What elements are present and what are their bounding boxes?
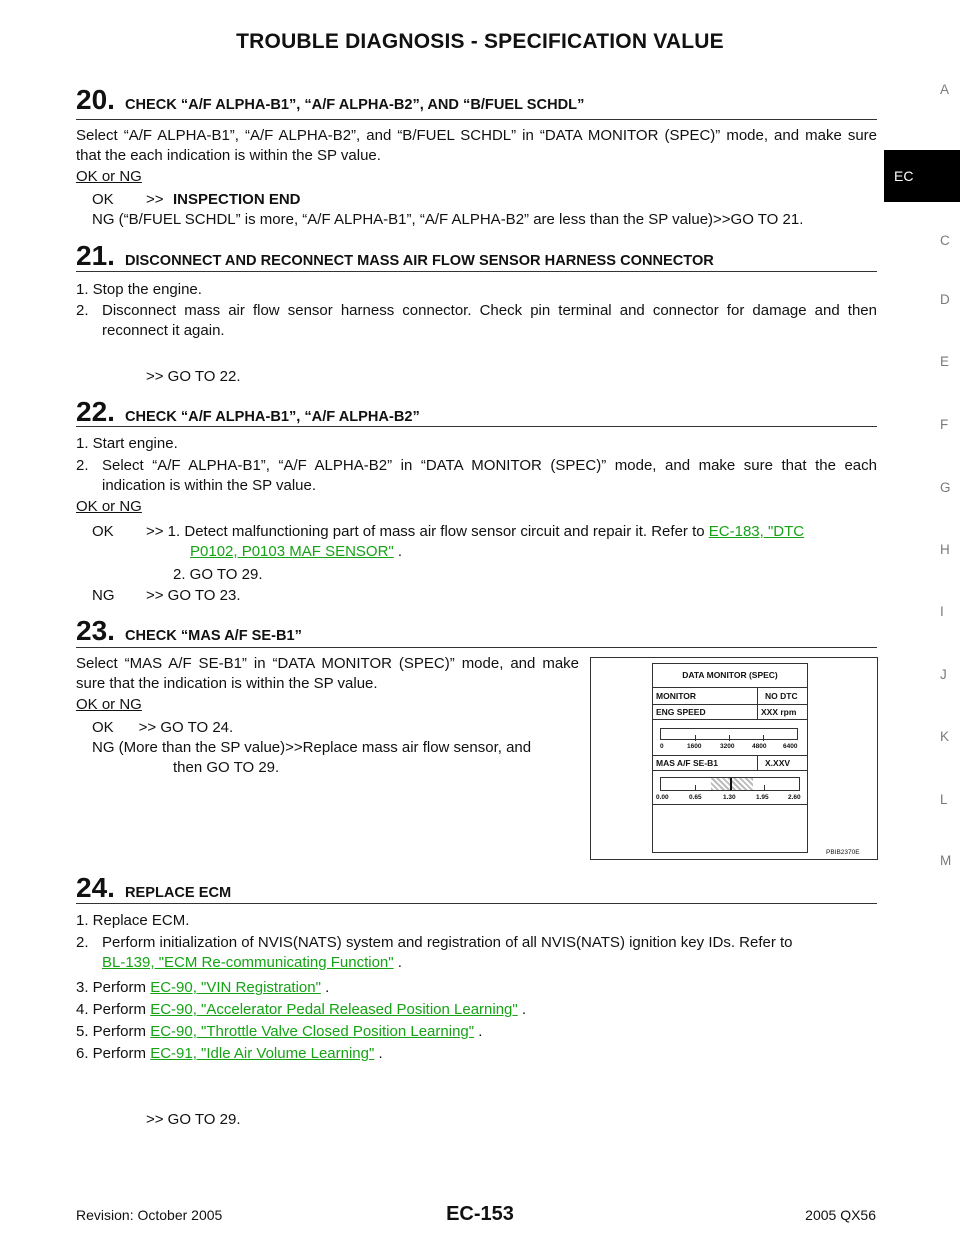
step-24-item-6	[76, 1044, 383, 1064]
step-23-ng-result: NG (More than the SP value)>>Replace mass air flow sensor, and	[92, 739, 532, 756]
step-21-heading	[76, 240, 714, 272]
column-divider	[757, 705, 758, 719]
section-rule	[76, 271, 877, 272]
step-title: REPLACE ECM	[124, 885, 232, 901]
step-title: CHECK “MAS A/F SE-B1”	[124, 628, 302, 644]
ok-or-ng-label: OK or NG	[76, 168, 142, 185]
punctuation: .	[320, 979, 330, 996]
step-22-ok-text: >> 1. Detect malfunctioning part of mass air flow sensor circuit and repair it. Refer to	[146, 523, 705, 540]
step-22-item-2-num: 2.	[76, 457, 89, 474]
step-22-ok-result	[146, 522, 804, 542]
screen-title: DATA MONITOR (SPEC)	[682, 670, 778, 680]
section-tab-ec-active[interactable]	[884, 150, 960, 202]
item-text: 6. Perform	[76, 1045, 147, 1062]
eng-scale-1: 1600	[687, 743, 702, 750]
tick	[763, 735, 764, 741]
section-tab-h[interactable]: H	[940, 542, 950, 557]
step-21-item-2-num: 2.	[76, 302, 89, 319]
step-number: 22.	[76, 396, 115, 427]
maf-label: MAS A/F SE-B1	[656, 758, 719, 768]
eng-scale-2: 3200	[720, 743, 735, 750]
step-22-ok-step-2: 2. GO TO 29.	[173, 566, 263, 583]
maf-scale-2: 1.30	[723, 794, 736, 801]
step-22-ok-label: OK	[92, 523, 114, 540]
maf-row	[653, 756, 807, 771]
step-21-goto: >> GO TO 22.	[146, 368, 241, 385]
step-24-heading	[76, 872, 231, 904]
eng-speed-row	[653, 705, 807, 720]
step-23-body: Select “MAS A/F SE-B1” in “DATA MONITOR (SPEC)” mode, and make sure that the indication is within the SP value.	[76, 655, 579, 692]
step-20-ok-arrow: >>	[146, 191, 164, 208]
section-rule	[76, 119, 877, 120]
maf-scale-3: 1.95	[756, 794, 769, 801]
step-23-ng-result-cont: then GO TO 29.	[173, 759, 280, 776]
step-24-item-2: Perform initialization of NVIS(NATS) system and registration of all NVIS(NATS) ignition key IDs. Refer to	[102, 934, 793, 951]
section-tab-e[interactable]: E	[940, 354, 950, 369]
step-24-item-3	[76, 978, 329, 998]
step-21-item-1: 1. Stop the engine.	[76, 281, 202, 298]
maf-bar	[660, 777, 800, 791]
step-22-item-1: 1. Start engine.	[76, 435, 178, 452]
section-tab-g[interactable]: G	[940, 480, 951, 495]
maf-scale-4: 2.60	[788, 794, 801, 801]
section-rule	[76, 426, 877, 427]
eng-scale-0: 0	[660, 743, 664, 750]
maf-scale-1: 0.65	[689, 794, 702, 801]
maf-value: X.XXV	[765, 758, 791, 768]
step-20-ok-result: INSPECTION END	[173, 191, 301, 208]
item-text: 3. Perform	[76, 979, 147, 996]
tick	[729, 735, 730, 741]
section-tab-f[interactable]: F	[940, 417, 949, 432]
column-divider	[757, 688, 758, 704]
step-title: CHECK “A/F ALPHA-B1”, “A/F ALPHA-B2”	[124, 409, 420, 425]
step-21-item-2: Disconnect mass air flow sensor harness connector. Check pin terminal and connector for damage and then reconnect it again.	[102, 302, 877, 339]
column-divider	[757, 756, 758, 770]
section-tab-a[interactable]: A	[940, 82, 950, 97]
ok-or-ng-label: OK or NG	[76, 696, 142, 713]
section-tab-j[interactable]: J	[940, 667, 947, 682]
section-rule	[76, 647, 877, 648]
maf-gauge	[653, 771, 807, 805]
link-ec-183-cont[interactable]: P0102, P0103 MAF SENSOR"	[190, 543, 394, 560]
step-24-goto: >> GO TO 29.	[146, 1111, 241, 1128]
punctuation: .	[393, 954, 402, 971]
link-ec-90-vin[interactable]: EC-90, "VIN Registration"	[150, 979, 321, 996]
maf-scale-0: 0.00	[656, 794, 669, 801]
section-tab-ec-label: EC	[894, 168, 914, 184]
footer-model: 2005 QX56	[805, 1207, 876, 1223]
no-dtc-label: NO DTC	[765, 691, 798, 701]
step-title: DISCONNECT AND RECONNECT MASS AIR FLOW SENSOR HARNESS CONNECTOR	[124, 253, 714, 269]
step-24-item-2-link-line	[102, 953, 402, 973]
link-ec-183[interactable]: EC-183, "DTC	[708, 523, 805, 540]
figure-code: PBIB2370E	[826, 849, 860, 856]
section-tab-l[interactable]: L	[940, 792, 948, 807]
eng-speed-label: ENG SPEED	[656, 707, 706, 717]
section-tab-k[interactable]: K	[940, 729, 950, 744]
section-tab-m[interactable]: M	[940, 853, 952, 868]
screen-header-row	[653, 688, 807, 705]
section-rule	[76, 903, 877, 904]
eng-speed-gauge	[653, 720, 807, 756]
tick	[695, 785, 696, 790]
eng-speed-bar	[660, 728, 798, 740]
step-22-item-2: Select “A/F ALPHA-B1”, “A/F ALPHA-B2” in “DATA MONITOR (SPEC)” mode, and make sure that the each indication is within the SP value.	[102, 457, 877, 494]
step-20-ng-result: NG (“B/FUEL SCHDL” is more, “A/F ALPHA-B1”, “A/F ALPHA-B2” are less than the SP value)>>GO TO 21.	[92, 211, 804, 228]
ok-or-ng-label: OK or NG	[76, 498, 142, 515]
step-number: 21.	[76, 240, 115, 271]
step-24-item-2-num: 2.	[76, 934, 89, 951]
section-tab-c[interactable]: C	[940, 233, 950, 248]
maf-needle	[730, 778, 732, 790]
punctuation: .	[393, 543, 403, 560]
eng-scale-4: 6400	[783, 743, 798, 750]
link-ec-90-throttle[interactable]: EC-90, "Throttle Valve Closed Position Learning"	[150, 1023, 475, 1040]
data-monitor-screen	[652, 663, 808, 853]
screen-title-row	[653, 664, 807, 688]
section-tab-d[interactable]: D	[940, 292, 950, 307]
eng-speed-value: XXX rpm	[761, 707, 797, 717]
monitor-column-label: MONITOR	[656, 691, 696, 701]
step-24-item-4	[76, 1000, 526, 1020]
section-tab-i[interactable]: I	[940, 604, 944, 619]
step-23-ok-result: OK >> GO TO 24.	[92, 719, 234, 736]
step-number: 24.	[76, 872, 115, 903]
step-22-heading	[76, 396, 420, 428]
eng-scale-3: 4800	[752, 743, 767, 750]
step-22-ok-link-line-2	[190, 542, 402, 562]
step-20-ok-label: OK	[92, 191, 114, 208]
item-text: 4. Perform	[76, 1001, 147, 1018]
step-22-ng-result: >> GO TO 23.	[146, 587, 241, 604]
item-text: 5. Perform	[76, 1023, 147, 1040]
link-ec-90-accelerator[interactable]: EC-90, "Accelerator Pedal Released Position Learning"	[150, 1001, 518, 1018]
step-number: 23.	[76, 615, 115, 646]
page-title: TROUBLE DIAGNOSIS - SPECIFICATION VALUE	[236, 30, 724, 53]
punctuation: .	[517, 1001, 527, 1018]
punctuation: .	[474, 1023, 483, 1040]
step-24-item-5	[76, 1022, 482, 1042]
step-24-item-1: 1. Replace ECM.	[76, 912, 190, 929]
tick	[764, 785, 765, 790]
link-ec-91-idle-air[interactable]: EC-91, "Idle Air Volume Learning"	[150, 1045, 375, 1062]
step-number: 20.	[76, 84, 115, 115]
footer-page-number: EC-153	[446, 1203, 514, 1225]
step-20-body: Select “A/F ALPHA-B1”, “A/F ALPHA-B2”, and “B/FUEL SCHDL” in “DATA MONITOR (SPEC)” mode, and make sure that the each indication is within the SP value.	[76, 127, 877, 164]
maf-spec-range	[711, 778, 753, 790]
link-bl-139[interactable]: BL-139, "ECM Re-communicating Function"	[102, 954, 394, 971]
step-title: CHECK “A/F ALPHA-B1”, “A/F ALPHA-B2”, AND “B/FUEL SCHDL”	[124, 97, 585, 113]
footer-revision: Revision: October 2005	[76, 1207, 223, 1223]
step-23-heading	[76, 615, 302, 647]
tick	[695, 735, 696, 741]
punctuation: .	[374, 1045, 383, 1062]
step-20-heading	[76, 84, 584, 116]
step-22-ng-label: NG	[92, 587, 115, 604]
